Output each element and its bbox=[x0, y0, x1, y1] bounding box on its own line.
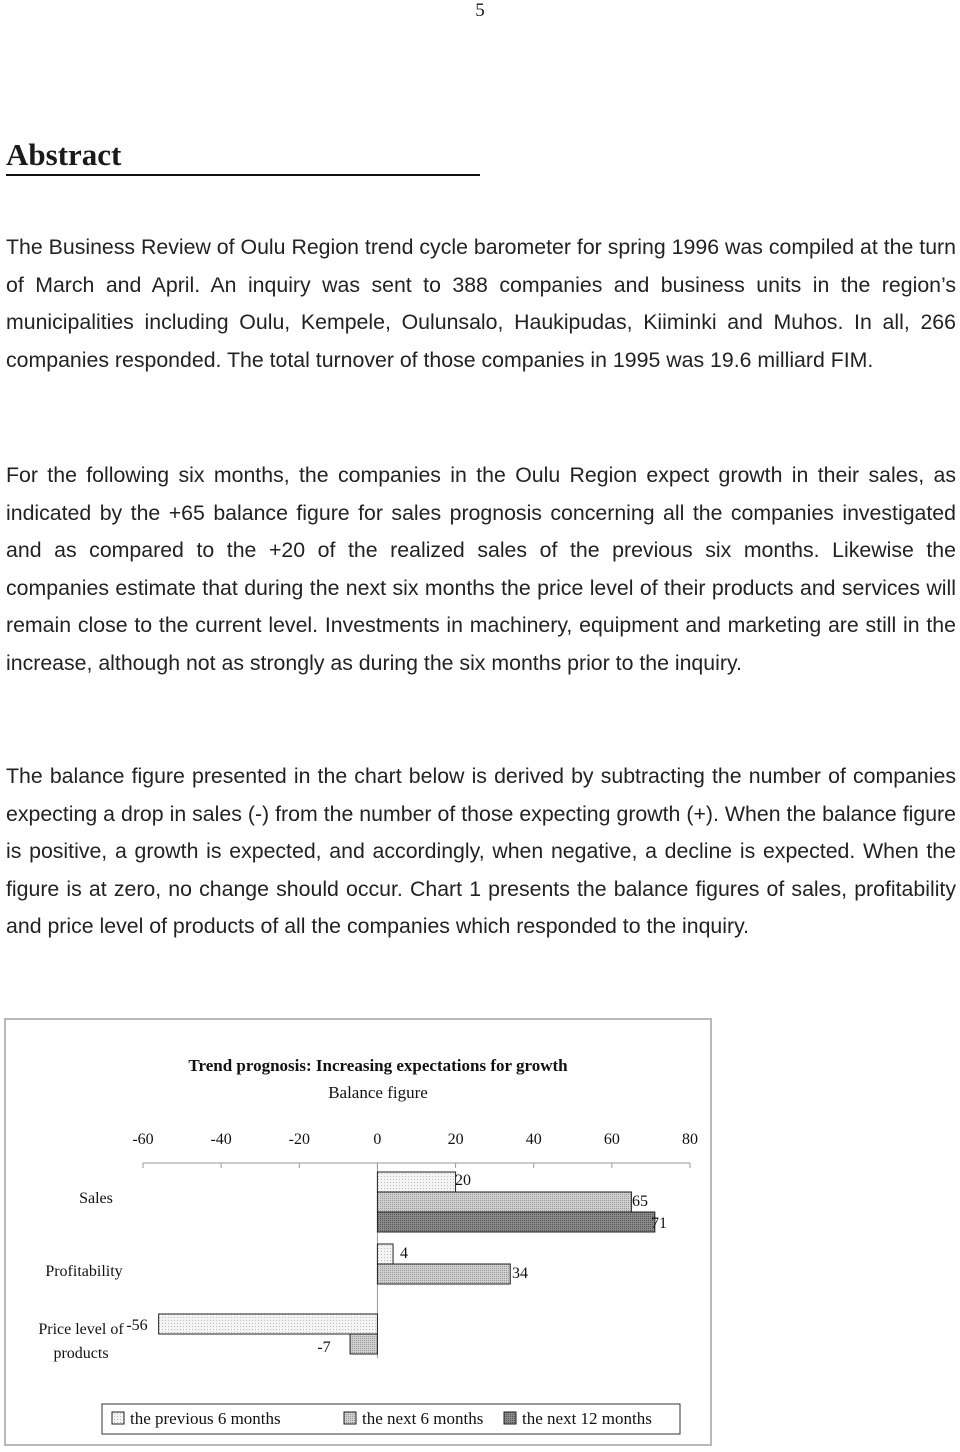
chart-frame bbox=[4, 1018, 712, 1446]
bar-value-label: -56 bbox=[126, 1317, 148, 1334]
legend-label: the previous 6 months bbox=[130, 1409, 281, 1428]
category-label: Profitability bbox=[45, 1263, 123, 1280]
bar-value-label: 4 bbox=[400, 1245, 408, 1262]
x-tick-label: -40 bbox=[210, 1131, 232, 1148]
paragraph-balance-figure-explanation: The balance figure presented in the chart below is derived by subtracting the number of companies expecting a drop in sales (-) from the number of those expecting growth (+). When the balance figure is positive, a growth is expected, and accordingly, when negative, a decline is expected. When the figure is at zero, no change should occur. Chart 1 presents the balance figures of sales, profitability and price level of products of all the companies which responded to the inquiry. bbox=[6, 764, 956, 939]
page-number: 5 bbox=[475, 0, 485, 21]
chart-legend bbox=[102, 1404, 680, 1434]
bar-1-series-1 bbox=[377, 1172, 455, 1192]
legend-swatch bbox=[504, 1412, 516, 1424]
bar-value-label: 65 bbox=[632, 1193, 648, 1210]
chart-title: Trend prognosis: Increasing expectations for growth bbox=[188, 1056, 568, 1075]
bar-value-label: 20 bbox=[455, 1172, 471, 1189]
legend-swatch bbox=[112, 1412, 124, 1424]
bar-value-label: 34 bbox=[512, 1265, 528, 1282]
bar-value-label: -7 bbox=[317, 1339, 331, 1356]
x-tick-label: -60 bbox=[132, 1131, 154, 1148]
paragraph-survey-description: The Business Review of Oulu Region trend cycle barometer for spring 1996 was compiled at the turn of March and April. An inquiry was sent to 388 companies and business units in the region’s municipalities including Oulu, Kempele, Oulunsalo, Haukipudas, Kiiminki and Muhos. In all, 266 companies responded. The total turnover of those companies in 1995 was 19.6 milliard FIM. bbox=[6, 235, 956, 372]
abstract-heading: Abstract bbox=[6, 136, 480, 176]
category-label: Price level of bbox=[38, 1321, 124, 1338]
bar-value-label: 71 bbox=[651, 1215, 667, 1232]
bar-2-series-1 bbox=[377, 1244, 393, 1264]
legend-label: the next 12 months bbox=[522, 1409, 652, 1428]
x-tick-label: 40 bbox=[525, 1131, 542, 1148]
x-tick-label: 20 bbox=[447, 1131, 464, 1148]
category-label: Sales bbox=[79, 1190, 113, 1207]
x-tick-label: 60 bbox=[603, 1131, 620, 1148]
bar-2-series-2 bbox=[377, 1264, 510, 1284]
chart-subtitle: Balance figure bbox=[328, 1083, 428, 1102]
category-label: products bbox=[53, 1345, 109, 1362]
paragraph-sales-expectations: For the following six months, the companies in the Oulu Region expect growth in their sales, as indicated by the +65 balance figure for sales prognosis concerning all the companies investigated and as compared to the +20 of the realized sales of the previous six months. Likewise the companies estimate that during the next six months the price level of their products and services will remain close to the current level. Investments in machinery, equipment and marketing are still in the increase, although not as strongly as during the six months prior to the inquiry. bbox=[6, 463, 956, 675]
legend-swatch bbox=[344, 1412, 356, 1424]
x-tick-label: 0 bbox=[373, 1131, 382, 1148]
bar-3-series-1 bbox=[159, 1314, 378, 1334]
legend-label: the next 6 months bbox=[362, 1409, 484, 1428]
bar-3-series-2 bbox=[350, 1334, 377, 1354]
bar-1-series-2 bbox=[377, 1192, 631, 1212]
bar-1-series-3 bbox=[377, 1212, 654, 1232]
x-tick-label: -20 bbox=[288, 1131, 310, 1148]
x-tick-label: 80 bbox=[682, 1131, 698, 1148]
trend-prognosis-chart bbox=[6, 1020, 714, 1448]
